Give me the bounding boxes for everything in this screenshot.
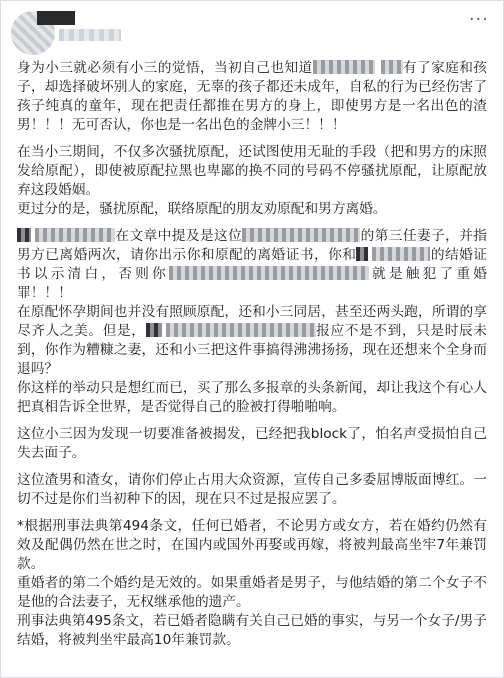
paragraph-2	[17, 143, 487, 219]
redacted-name	[146, 323, 162, 337]
redacted-name	[169, 266, 369, 280]
redacted-name	[313, 60, 375, 74]
redacted-name	[166, 323, 316, 337]
p3-text-f: 报应不是不到，只是时辰未到，你作为糟糠之妻，还和小三把这件事搞得沸沸扬扬，现在还想来个全身而退吗？	[17, 323, 487, 377]
redacted-name	[372, 247, 430, 261]
p3-text-d: 就是触犯了重婚罪！！！	[17, 266, 487, 301]
more-options-icon[interactable]: ···	[468, 9, 489, 30]
post-meta-redacted	[59, 29, 121, 41]
p3-text-c: 的结婚证书以示清白，否则你	[17, 247, 487, 282]
p6-text-c: 刑事法典第495条文，若已婚者隐瞒有关自己已婚的事实，与另一个女子/男子结婚，将被判坐牢最高10年兼罚款。	[17, 613, 487, 648]
post-body	[1, 59, 503, 650]
p2-text-a: 在当小三期间，不仅多次骚扰原配，还试图使用无耻的手段（把和男方的床照发给原配），即使被原配拉黑也卑鄙的换不同的号码不停骚扰原配，让原配放弃这段婚姻。	[17, 144, 487, 198]
p6-text-a: *根据刑事法典第494条文，任何已婚者，不论男方或女方，若在婚约仍然有效及配偶仍然在世之时，在国内或国外再娶或再嫁，将被判最高坐牢7年兼罚款。	[17, 518, 487, 572]
redacted-name	[242, 228, 360, 242]
p1-text-a: 身为小三就必须有小三的觉悟，当初自己也知道	[17, 60, 313, 76]
author-name-redacted[interactable]	[37, 11, 75, 25]
redacted-name	[381, 60, 403, 74]
p3-text-e: 在原配怀孕期间也并没有照顾原配，还和小三同居，甚至还两头跑，所谓的享尽齐人之美。但是，	[17, 304, 487, 339]
redacted-name	[17, 228, 31, 242]
paragraph-4: 这位小三因为发现一切要准备被揭发，已经把我block了，怕名声受损怕自己失去面子。	[17, 426, 487, 461]
paragraph-3	[17, 227, 487, 417]
p2-text-b: 更过分的是，骚扰原配，联络原配的朋友劝原配和男方离婚。	[17, 201, 387, 217]
post-header	[1, 1, 503, 59]
paragraph-6	[17, 517, 487, 650]
paragraph-5: 这位渣男和渣女，请你们停止占用大众资源，宣传自己多委屈博版面博红。一切不过是你们当初种下的因，现在只不过是报应罢了。	[17, 472, 487, 507]
p1-text-b: 有了家庭和孩子，却选择破坏别人的家庭，无辜的孩子都还未成年，自私的行为已经伤害了孩子纯真的童年，现在把责任都推在男方的身上，即使男方是一名出色的渣男！！！无可否认，你也是一名出色的金牌小三！！！	[17, 60, 487, 133]
paragraph-1	[17, 59, 487, 135]
p3-text-g: 你这样的举动只是想红而已，买了那么多报章的头条新闻，却让我这个有心人把真相告诉全世界，是否觉得自己的脸被打得啪啪响。	[17, 380, 487, 415]
redacted-name	[356, 247, 368, 261]
p3-text-b: 的第三任妻子，并指男方已离婚两次，请你出示你和原配的离婚证书，你和	[17, 228, 487, 263]
redacted-name	[35, 228, 115, 242]
p3-text-a: 在文章中提及是这位	[115, 228, 243, 244]
p6-text-b: 重婚者的第二个婚约是无效的。如果重婚者是男子，与他结婚的第二个女子不是他的合法妻子，无权继承他的遗产。	[17, 575, 487, 610]
